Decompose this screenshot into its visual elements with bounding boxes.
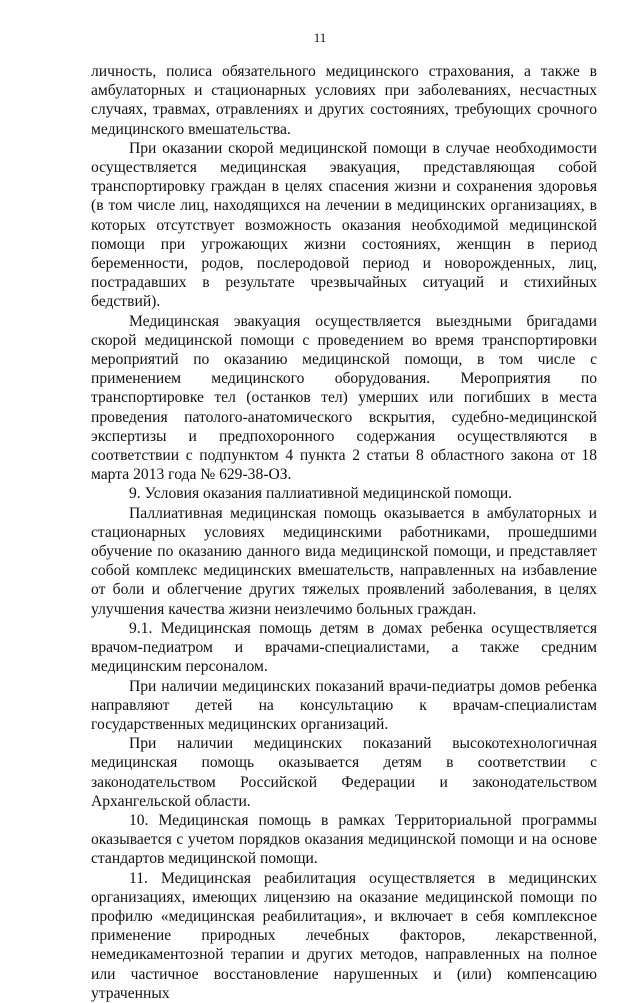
paragraph-pediatric-referral: При наличии медицинских показаний врачи-педиатры домов ребенка направляют детей на консультацию к врачам-специалистам государственных медицинских организаций. xyxy=(91,677,597,733)
paragraph-high-tech-care: При наличии медицинских показаний высокотехнологичная медицинская помощь оказывается детям в соответствии с законодательством Российской Федерации и законодательством Архангельской области. xyxy=(91,735,597,810)
section-heading-9: 9. Условия оказания паллиативной медицинской помощи. xyxy=(129,485,513,503)
paragraph-evacuation-teams: Медицинская эвакуация осуществляется выездными бригадами скорой медицинской помощи с проведением во время транспортировки мероприятий по оказанию медицинской помощи, в том числе с применением медицинского оборудования. Мероприятия по транспортировке тел (останков тел) умерших или погибших в места проведения патолого-анатомического вскрытия, судебно-медицинской экспертизы и предпохоронного содержания осуществляются в соответствии с подпунктом 4 пункта 2 статьи 8 областного закона от 18 марта 2013 года № 629-38-ОЗ. xyxy=(91,312,597,484)
paragraph-medical-evacuation: При оказании скорой медицинской помощи в случае необходимости осуществляется медицинская эвакуация, представляющая собой транспортировку граждан в целях спасения жизни и сохранения здоровья (в том числе лиц, находящихся на лечении в медицинских организациях, в которых отсутствует возможность оказания необходимой медицинской помощи при угрожающих жизни состояниях, женщин в период беременности, родов, послеродовой период и новорожденных, лиц, пострадавших в результате чрезвычайных ситуаций и стихийных бедствий). xyxy=(91,139,597,311)
paragraph-9-1: 9.1. Медицинская помощь детям в домах ребенка осуществляется врачом-педиатром и врачами-специалистами, а также средним медицинским персоналом. xyxy=(91,619,597,676)
paragraph-continued: личность, полиса обязательного медицинского страхования, а также в амбулаторных и стационарных условиях при заболеваниях, несчастных случаях, травмах, отравлениях и других состояниях, требующих срочного медицинского вмешательства. xyxy=(91,63,597,138)
paragraph-11: 11. Медицинская реабилитация осуществляется в медицинских организациях, имеющих лицензию на оказание медицинской помощи по профилю «медицинская реабилитация», и включает в себя комплексное применение природных лечебных факторов, лекарственной, немедикаментозной терапии и других методов, направленных на полное или частичное восстановление нарушенных и (или) компенсацию утраченных xyxy=(91,869,597,1002)
page-number: 11 xyxy=(313,30,327,45)
paragraph-10: 10. Медицинская помощь в рамках Территориальной программы оказывается с учетом порядков оказания медицинской помощи и на основе стандартов медицинской помощи. xyxy=(91,811,597,868)
document-body xyxy=(91,62,597,1003)
paragraph-palliative-care: Паллиативная медицинская помощь оказывается в амбулаторных и стационарных условиях медицинскими работниками, прошедшими обучение по оказанию данного вида медицинской помощи, и представляет собой комплекс медицинских вмешательств, направленных на избавление от боли и облегчение других тяжелых проявлений заболевания, в целях улучшения качества жизни неизлечимо больных граждан. xyxy=(91,504,597,618)
